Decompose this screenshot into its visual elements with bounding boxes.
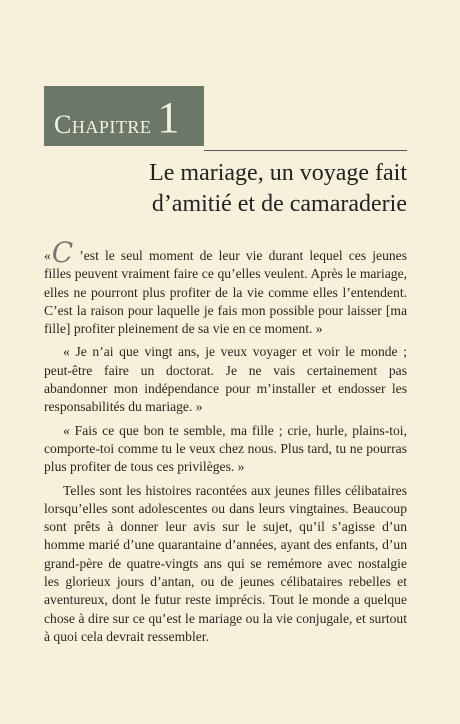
chapter-rule bbox=[204, 150, 407, 151]
body-text bbox=[44, 236, 407, 651]
chapter-heading bbox=[44, 86, 204, 146]
paragraph-4: Telles sont les histoires racontées aux jeunes filles célibataires lorsqu’elles sont adolescentes ou dans leurs vingtaines. Beaucoup sont prêts à donner leur avis sur le sujet, qu’il s’agisse d’un homme marié d’une quarantaine d’années, ayant des enfants, d’un grand-père de quatre-vingts ans qui se remémore avec nostalgie les glorieux jours d’antan, ou de jeunes célibataires rebelles et aventureux, dont le futur reste imprécis. Tout le monde a quelque chose à dire sur ce qu’est le mariage ou la vie conjugale, et surtout à quoi cela devrait ressembler. bbox=[44, 482, 407, 644]
chapter-number: 1 bbox=[157, 93, 180, 143]
chapter-title bbox=[44, 158, 407, 220]
paragraph-3: « Fais ce que bon te semble, ma fille ; crie, hurle, plains-toi, comporte-toi comme tu le veux chez nous. Plus tard, tu ne pourras plus profiter de tous ces privilèges. » bbox=[44, 422, 407, 475]
opening-quote: « bbox=[44, 248, 51, 263]
chapter-word: Chapitre bbox=[54, 110, 152, 139]
paragraph-1-text: ’est le seul moment de leur vie durant lequel ces jeunes filles peuvent vraiment faire ce qu’elles veulent. Après le mariage, elles ne pourront plus profiter de la vie comme elles l’entendent. C’est la raison pour laquelle je fais mon possible pour laisser [ma fille] profiter pleinement de sa vie en ce moment. » bbox=[44, 248, 407, 337]
drop-cap: C bbox=[51, 236, 74, 269]
paragraph-1 bbox=[44, 236, 407, 338]
paragraph-2: « Je n’ai que vingt ans, je veux voyager et voir le monde ; peut-être faire un doctorat. Je ne vais certainement pas abandonner mon indépendance pour m’installer et endosser les responsabilités du mariage. » bbox=[44, 344, 407, 415]
chapter-title-line-2: d’amitié et de camaraderie bbox=[151, 191, 407, 217]
chapter-title-line-1: Le mariage, un voyage fait bbox=[149, 160, 407, 186]
